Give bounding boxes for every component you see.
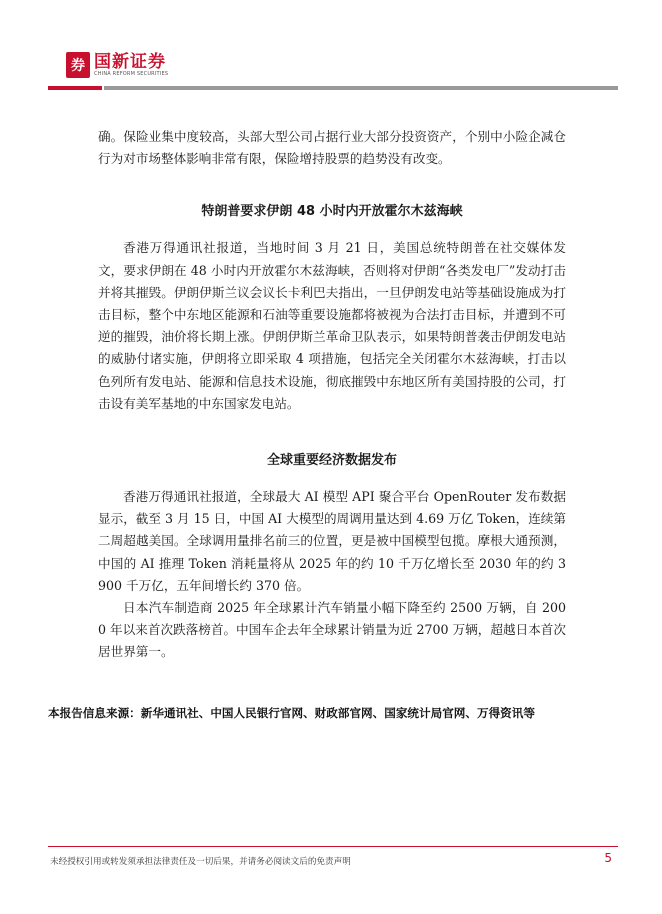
company-logo — [66, 52, 168, 78]
intro-paragraph: 确。保险业集中度较高，头部大型公司占据行业大部分投资资产，个别中小险企减仓行为对市场整体影响非常有限，保险增持股票的趋势没有改变。 — [98, 129, 566, 167]
information-source-note: 本报告信息来源：新华通讯社、中国人民银行官网、财政部官网、国家统计局官网、万得资讯等 — [48, 706, 535, 720]
section-paragraph-iran: 香港万得通讯社报道，当地时间 3 月 21 日，美国总统特朗普在社交媒体发文，要求伊朗在 48 小时内开放霍尔木兹海峡，否则将对伊朗“各类发电厂”发动打击并将其摧毁。伊朗伊斯兰议会议长卡利巴夫指出，一旦伊朗发电站等基础设施成为打击目标，整个中东地区能源和石油等重要设施都将被视为合法打击目标，并遭到不可逆的摧毁，油价将长期上涨。伊朗伊斯兰革命卫队表示，如果特朗普袭击伊朗发电站的威胁付诸实施，伊朗将立即采取 4 项措施，包括完全关闭霍尔木兹海峡，打击以色列所有发电站、能源和信息技术设施，彻底摧毁中东地区所有美国持股的公司，打击设有美军基地的中东国家发电站。 — [98, 240, 566, 411]
section-paragraph-auto-sales: 日本汽车制造商 2025 年全球累计汽车销量小幅下降至约 2500 万辆，自 2000 年以来首次跌落榜首。中国车企去年全球累计销量为近 2700 万辆，超越日本首次居世界第一。 — [98, 600, 566, 660]
page-footer — [48, 846, 618, 867]
logo-chinese-name: 国新证券 — [94, 51, 166, 72]
footer-divider — [48, 846, 618, 847]
report-body — [98, 126, 566, 664]
logo-english-name: CHINA REFORM SECURITIES — [94, 70, 169, 77]
page-number: 5 — [604, 851, 612, 865]
page-header — [48, 50, 618, 90]
logo-mark-icon: 券 — [66, 52, 90, 78]
header-divider — [48, 86, 618, 90]
section-paragraph-ai-tokens: 香港万得通讯社报道，全球最大 AI 模型 API 聚合平台 OpenRouter 发布数据显示，截至 3 月 15 日，中国 AI 大模型的周调用量达到 4.69 万亿 Token，连续第二周超越美国。全球调用量排名前三的位置，更是被中国模型包揽。摩根大通预测，中国的 AI 推理 Token 消耗量将从 2025 年的约 10 千万亿增长至 2030 年的约 3900 千万亿，五年间增长约 370 倍。 — [98, 489, 566, 593]
section-title-economic-data: 全球重要经济数据发布 — [266, 453, 397, 469]
footer-disclaimer: 未经授权引用或转发须承担法律责任及一切后果，并请务必阅读文后的免责声明 — [50, 857, 351, 867]
section-title-iran: 特朗普要求伊朗 48 小时内开放霍尔木兹海峡 — [201, 204, 463, 220]
